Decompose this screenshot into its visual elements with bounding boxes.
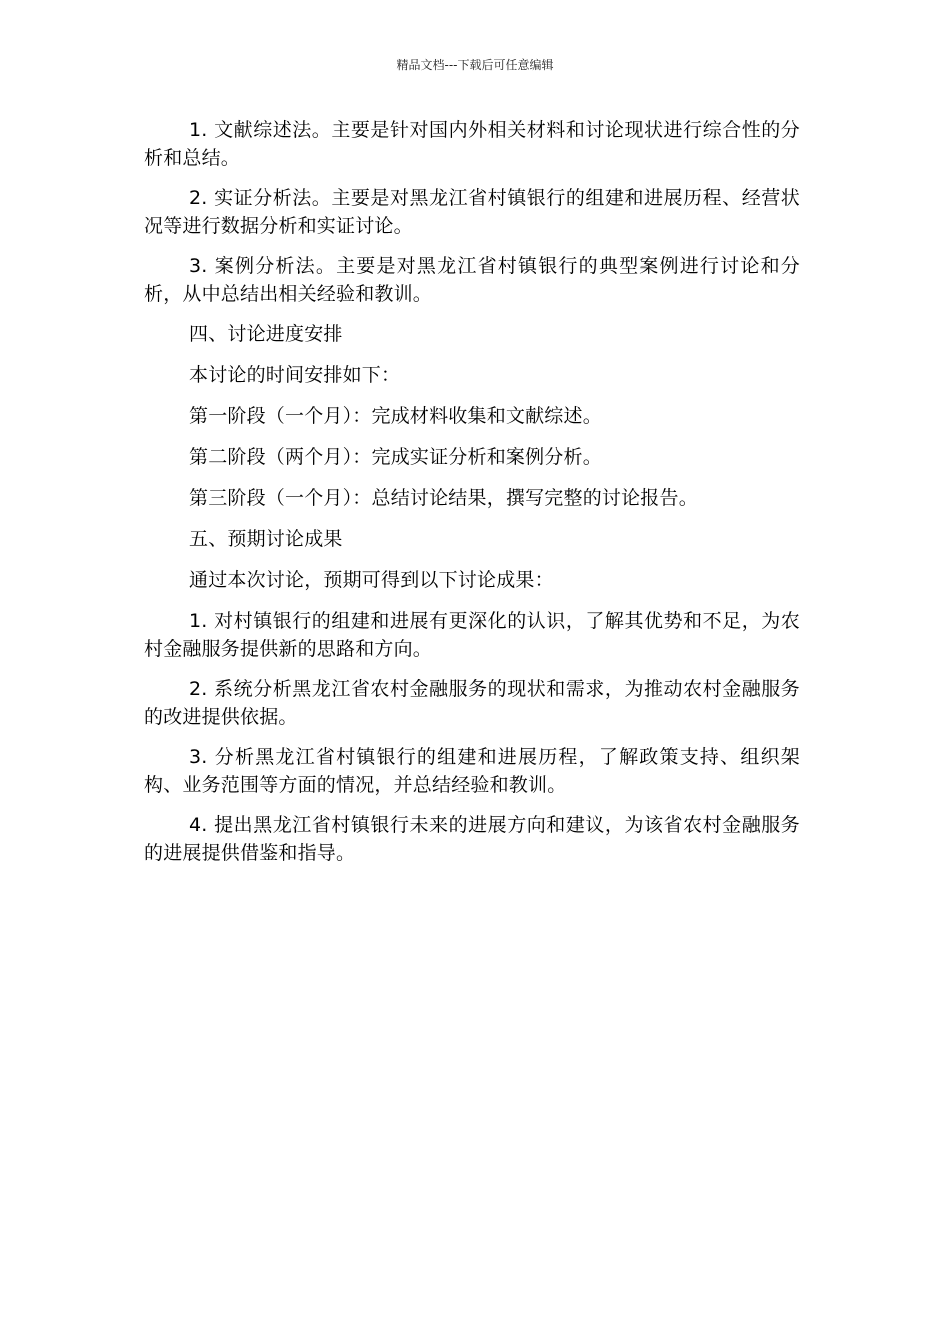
section-heading-expected-results: 五、预期讨论成果 <box>189 528 343 550</box>
paragraph-schedule-intro: 本讨论的时间安排如下： <box>189 364 401 386</box>
paragraph-result-two: 2. 系统分析黑龙江省农村金融服务的现状和需求，为推动农村金融服务的改进提供依据。 <box>144 678 800 728</box>
paragraph-method-case-analysis: 3. 案例分析法。主要是对黑龙江省村镇银行的典型案例进行讨论和分析，从中总结出相关经验和教训。 <box>144 255 800 305</box>
paragraph-results-intro: 通过本次讨论，预期可得到以下讨论成果： <box>189 569 554 591</box>
paragraph-phase-one: 第一阶段（一个月）：完成材料收集和文献综述。 <box>189 405 602 427</box>
paragraph-method-empirical-analysis: 2. 实证分析法。主要是对黑龙江省村镇银行的组建和进展历程、经营状况等进行数据分析和实证讨论。 <box>144 187 800 237</box>
section-heading-schedule: 四、讨论进度安排 <box>189 323 343 345</box>
paragraph-phase-two: 第二阶段（两个月）：完成实证分析和案例分析。 <box>189 446 602 468</box>
paragraph-method-literature-review: 1. 文献综述法。主要是针对国内外相关材料和讨论现状进行综合性的分析和总结。 <box>144 119 800 169</box>
paragraph-result-one: 1. 对村镇银行的组建和进展有更深化的认识，了解其优势和不足，为农村金融服务提供新的思路和方向。 <box>144 610 800 660</box>
paragraph-result-three: 3. 分析黑龙江省村镇银行的组建和进展历程，了解政策支持、组织架构、业务范围等方面的情况，并总结经验和教训。 <box>144 746 800 796</box>
document-body <box>144 116 800 879</box>
paragraph-result-four: 4. 提出黑龙江省村镇银行未来的进展方向和建议，为该省农村金融服务的进展提供借鉴和指导。 <box>144 814 800 864</box>
paragraph-phase-three: 第三阶段（一个月）：总结讨论结果，撰写完整的讨论报告。 <box>189 487 698 509</box>
page-header: 精品文档---下载后可任意编辑 <box>396 58 554 72</box>
